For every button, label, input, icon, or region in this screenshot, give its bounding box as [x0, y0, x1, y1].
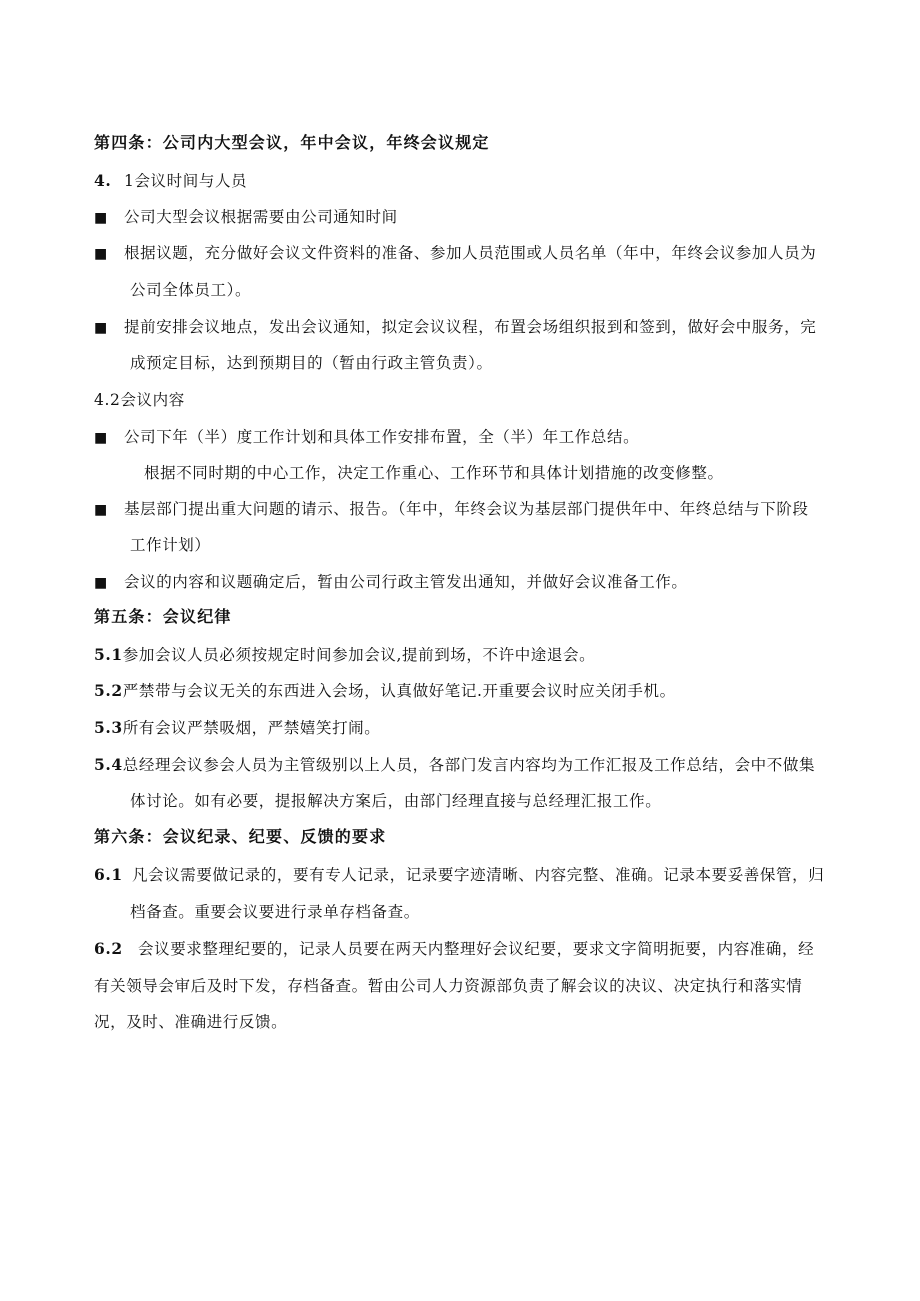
- clause-text: 所有会议严禁吸烟，严禁嬉笑打闹。: [122, 719, 381, 737]
- clause-text: 凡会议需要做记录的，要有专人记录，记录要字迹清晰、内容完整、准确。记录本要妥善保管，归: [132, 866, 825, 884]
- clause-6-1: [94, 865, 864, 885]
- bullet-text: 会议的内容和议题确定后，暂由公司行政主管发出通知，并做好会议准备工作。: [124, 573, 688, 591]
- bullet-square-icon: ■: [94, 210, 108, 226]
- bullet-text: 基层部门提出重大问题的请示、报告。（年中，年终会议为基层部门提供年中、年终总结与下阶段: [124, 500, 809, 518]
- clause-number: 5.1: [94, 645, 123, 664]
- bullet-item: [94, 207, 864, 228]
- clause-5-4: [94, 755, 864, 775]
- section-number: 4.: [94, 171, 112, 190]
- article-4-heading: 第四条：公司内大型会议，年中会议，年终会议规定: [94, 133, 490, 152]
- clause-5-1: [94, 645, 864, 665]
- section-4-2-title: 4.2会议内容: [94, 391, 185, 409]
- bullet-continuation: 公司全体员工）。: [130, 281, 252, 299]
- clause-number: 6.2: [94, 939, 123, 958]
- plain-paragraph: 根据不同时期的中心工作，决定工作重心、工作环节和具体计划措施的改变修整。: [144, 464, 724, 482]
- bullet-text: 提前安排会议地点，发出会议通知，拟定会议议程，布置会场组织报到和签到，做好会中服务，完: [124, 318, 817, 336]
- bullet-item: [94, 499, 864, 520]
- bullet-text: 根据议题，充分做好会议文件资料的准备、参加人员范围或人员名单（年中，年终会议参加人员为: [124, 244, 817, 262]
- clause-text: 严禁带与会议无关的东西进入会场，认真做好笔记.开重要会议时应关闭手机。: [122, 682, 676, 700]
- bullet-item: [94, 243, 864, 264]
- clause-5-3: [94, 718, 864, 738]
- clause-text: 参加会议人员必须按规定时间参加会议,提前到场，不许中途退会。: [122, 646, 596, 664]
- clause-text: 会议要求整理纪要的，记录人员要在两天内整理好会议纪要，要求文字简明扼要，内容准确，经: [138, 940, 815, 958]
- bullet-item: [94, 427, 864, 448]
- section-text: 1会议时间与人员: [124, 172, 248, 190]
- bullet-item: [94, 572, 864, 593]
- section-4-1-title: [94, 171, 864, 191]
- bullet-square-icon: ■: [94, 502, 108, 518]
- bullet-text: 公司下年（半）度工作计划和具体工作安排布置，全（半）年工作总结。: [124, 428, 640, 446]
- bullet-continuation: 工作计划）: [130, 536, 211, 554]
- bullet-square-icon: ■: [94, 430, 108, 446]
- bullet-continuation: 成预定目标，达到预期目的（暂由行政主管负责）。: [130, 354, 493, 372]
- clause-continuation: 档备查。重要会议要进行录单存档备查。: [130, 903, 420, 921]
- clause-continuation: 有关领导会审后及时下发，存档备查。暂由公司人力资源部负责了解会议的决议、决定执行和落实情: [94, 977, 803, 995]
- clause-number: 5.2: [94, 681, 123, 700]
- bullet-square-icon: ■: [94, 575, 108, 591]
- clause-number: 6.1: [94, 865, 123, 884]
- clause-text: 总经理会议参会人员为主管级别以上人员，各部门发言内容均为工作汇报及工作总结，会中不做集: [122, 756, 816, 774]
- bullet-square-icon: ■: [94, 320, 108, 336]
- clause-5-2: [94, 681, 864, 701]
- clause-continuation: 体讨论。如有必要，提报解决方案后，由部门经理直接与总经理汇报工作。: [130, 792, 662, 810]
- clause-number: 5.3: [94, 718, 123, 737]
- bullet-text: 公司大型会议根据需要由公司通知时间: [124, 208, 398, 226]
- bullet-item: [94, 317, 864, 338]
- bullet-square-icon: ■: [94, 246, 108, 262]
- clause-number: 5.4: [94, 755, 123, 774]
- article-5-heading: 第五条：会议纪律: [94, 607, 232, 626]
- article-6-heading: 第六条：会议纪录、纪要、反馈的要求: [94, 827, 387, 846]
- clause-continuation: 况，及时、准确进行反馈。: [94, 1013, 288, 1031]
- clause-6-2: [94, 939, 864, 959]
